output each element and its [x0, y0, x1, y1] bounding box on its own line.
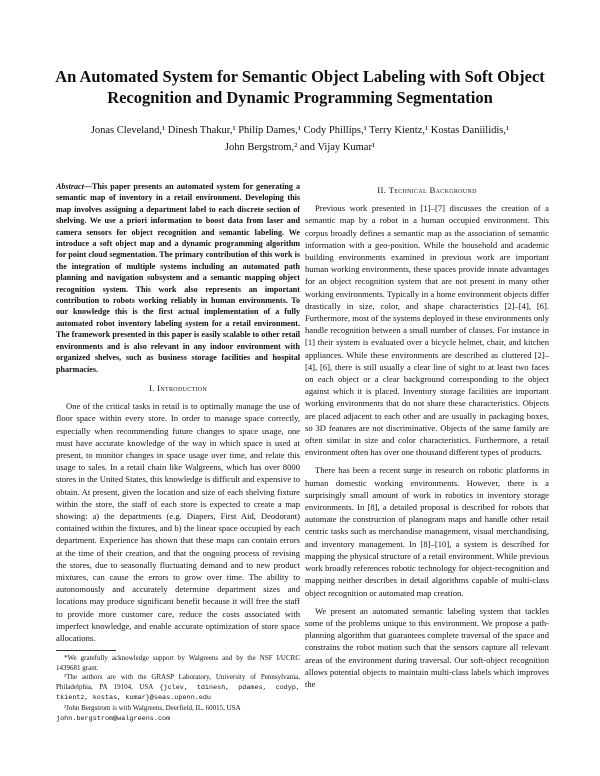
author-line-1: Jonas Cleveland,¹ Dinesh Thakur,¹ Philip Dames,¹ Cody Phillips,¹ Terry Kientz,¹ Kostas Daniilidis,¹: [90, 125, 510, 136]
right-column: [305, 181, 549, 690]
author-list: [50, 122, 550, 156]
footnote-affiliation-2: [56, 704, 300, 724]
section-heading-introduction: I. Introduction: [148, 382, 208, 393]
abstract-label: Abstract: [56, 182, 84, 191]
footnote-affiliation-1-emails: {jclev, tdinesh, pdames, codyp, tkientz, kostas, kumar}@seas.upenn.edu: [56, 683, 300, 703]
technical-background-paragraph-1: Previous work presented in [1]–[7] discusses the creation of a semantic map by a robot in a human occupied environment. This corpus broadly defines a semantic map as the association of semantic information with a geo-position. While the household and academic building environments examined in previous work are important human working environments, these spaces provide innate advantages for an object recognition system that are not present in many other working environments. Typically in a home environment objects differ drastically in size, color, and shape characteristics [2]–[4], [6]. Furthermore, most of the systems deployed in these environments only handle recognition between a small number of classes. For instance in [1] their system is evaluated over a bicycle helmet, chair, and kitchen appliances. While these environments are described as cluttered [2]–[4], [6], there is still usually a clear line of sight to at least two faces on each object or a clear background corresponding to the object against which it is placed. Inventory storage facilities are important working environments that do not share these characteristics. Objects are placed adjacent to each other and are usually in packaging boxes, so 3D features are not discriminative. Objects of the same family are often similar in size and color characteristics. Furthermore, a retail environment often has over one thousand different types of products.: [305, 203, 549, 458]
technical-background-paragraph-3: We present an automated semantic labeling system that tackles some of the problems unique to this environment. We propose a path-planning algorithm that guarantees complete traversal of the space and constrains the robot motion such that the sensors capture all relevant areas of the environment during traversal. Our soft-object recognition allows potential objects to maintain multi-class labels which improves the: [305, 605, 549, 689]
footnotes: [56, 650, 300, 724]
introduction-paragraph: One of the critical tasks in retail is to optimally manage the use of floor space within every store. In order to manage space correctly, especially when recommending future changes to space usage, one must have accurate knowledge of the way in which space is used at present, to monitor changes in space usage over time, and relate this usage to sales. In a retail chain like Walgreens, which has over 8000 stores in the United States, this knowledge is difficult and expensive to obtain. At present, given the location and size of each shelving fixture within the store, the staff of each store is expected to create a map showing: a) the departments (e.g. Diapers, First Aid, Deodorant) contained within the fixtures, and b) the linear space occupied by each department. Experience has shown that these maps can contain errors at the time of their creation, and that the ongoing process of revising the stores, due to seasonally fluctuating demand and to new product mixtures, can cause the errors to grow over time. The ability to autonomously and accurately determine department sizes and locations may produce significant benefit because it will free the staff to provide more customer care, reduce the costs associated with imperfect knowledge, and enable accurate optimization of store space allocations.: [56, 401, 300, 643]
left-column: [56, 181, 300, 644]
footnote-affiliation-1: [56, 673, 300, 704]
abstract-text: —This paper presents an automated system for generating a semantic map of inventory in a retail environment. Developing this map involves assigning a department label to each discrete section of shelving. We use a priori information to boost data from laser and camera sensors for object recognition and semantic labeling. We introduce a soft object map and a dynamic programming algorithm for point cloud segmentation. The primary contribution of this work is the integration of multiple systems including an automated path planning and navigation subsystem and a semantic mapping object recognition system. This work also represents an important contribution to robots working reliably in human environments. To our knowledge this is the first actual implementation of a fully automated robot inventory labeling system for a retail environment. The framework presented in this paper is easily scalable to other retail environments and is also relevant in any indoor environment with organized shelves, such as business storage facilities and hospital pharmacies.: [56, 182, 300, 374]
footnote-rule: [56, 650, 116, 651]
section-heading-technical-background: II. Technical Background: [377, 185, 477, 195]
footnote-affiliation-2-email: john.bergstrom@walgreens.com: [56, 714, 171, 723]
author-line-2: John Bergstrom,² and Vijay Kumar¹: [224, 142, 376, 153]
paper-title: An Automated System for Semantic Object Labeling with Soft Object Recognition and Dynamic Programming Segmentation: [55, 67, 545, 107]
footnote-acknowledgment: *We gratefully acknowledge support by Walgreens and by the NSF I/UCRC 1439681 grant.: [56, 654, 300, 672]
abstract: [56, 181, 300, 375]
footnote-affiliation-2-text: ²John Bergstrom is with Walgreens, Deerfield, IL, 60015, USA: [64, 703, 241, 712]
footnote-affiliation-1-text: ¹The authors are with the GRASP Laboratory, University of Pennsylvania, Philadelphia, PA 19104, USA: [56, 673, 300, 691]
technical-background-paragraph-2: There has been a recent surge in research on robotic platforms in human domestic working environments. However, there is a surprisingly small amount of work in robotics in inventory storage environments. In [8], a detailed proposal is described for robots that automate the construction of planogram maps and handle other retail centric tasks such as merchandise management, visual merchandising, and inventory management. In [8]–[10], a system is described for mapping the physical structure of a retail environment. While previous work broadly references robotic technology for object-recognition and mapping neither describes in detail algorithms capable of multi-class object recognition or automated map creation.: [305, 465, 549, 598]
